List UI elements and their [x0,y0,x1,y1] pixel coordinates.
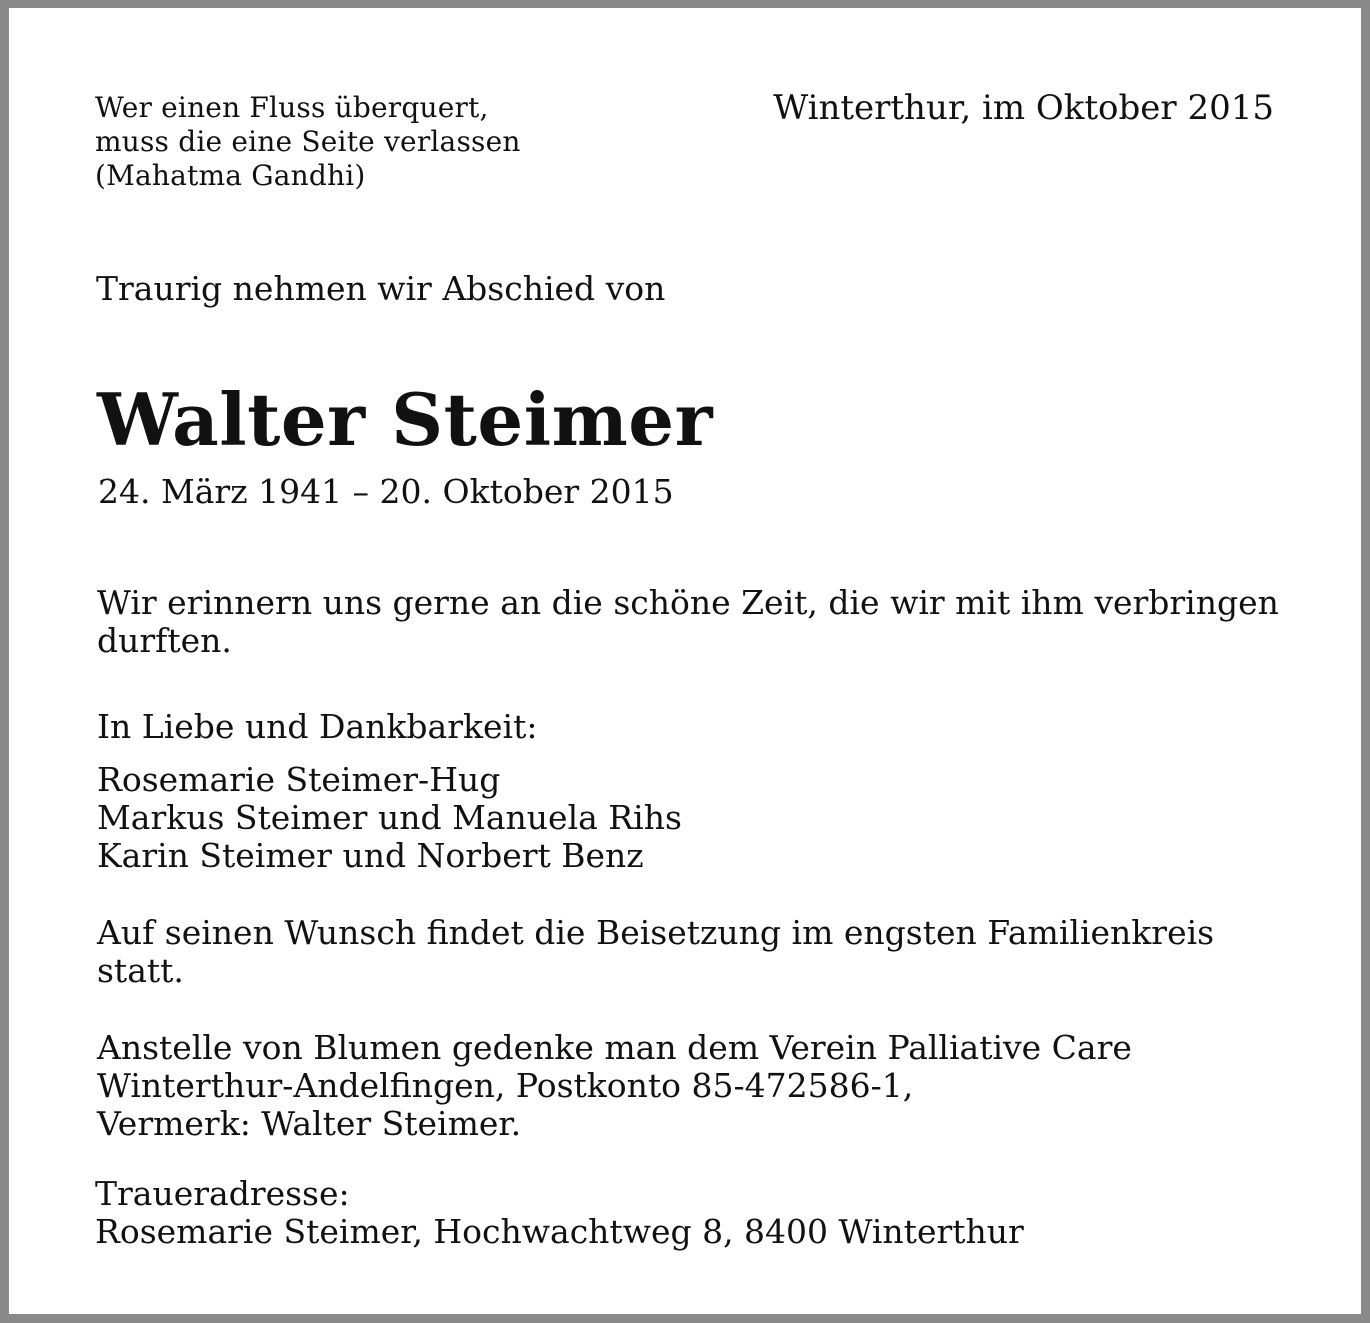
family-list [97,761,682,875]
life-dates: 24. März 1941 – 20. Oktober 2015 [98,472,674,511]
family-member: Karin Steimer und Norbert Benz [97,836,644,875]
deceased-name: Walter Steimer [97,377,714,462]
memory-line: durften. [97,621,232,660]
address-label: Traueradresse: [95,1174,350,1213]
donation-line: Vermerk: Walter Steimer. [97,1104,522,1143]
burial-notice [97,914,1214,990]
obituary-page [9,8,1361,1314]
memory-text [97,584,1279,660]
quote [95,91,521,193]
mourning-address [95,1175,1024,1251]
donation-line: Anstelle von Blumen gedenke man dem Verein Palliative Care [97,1028,1132,1067]
burial-line: Auf seinen Wunsch findet die Beisetzung im engsten Familienkreis [97,913,1215,952]
address-value: Rosemarie Steimer, Hochwachtweg 8, 8400 Winterthur [95,1212,1024,1251]
quote-line: Wer einen Fluss überquert, [95,91,489,124]
family-member: Markus Steimer und Manuela Rihs [97,798,682,837]
thanks-heading: In Liebe und Dankbarkeit: [97,707,538,746]
memory-line: Wir erinnern uns gerne an die schöne Zeit, die wir mit ihm verbringen [97,583,1279,622]
quote-line: muss die eine Seite verlassen [95,125,521,158]
intro-text: Traurig nehmen wir Abschied von [96,269,666,308]
burial-line: statt. [97,951,184,990]
family-member: Rosemarie Steimer-Hug [97,760,501,799]
donation-line: Winterthur-Andelfingen, Postkonto 85-472586-1, [97,1066,914,1105]
quote-author: (Mahatma Gandhi) [95,159,366,192]
donation-notice [97,1029,1132,1143]
place-date: Winterthur, im Oktober 2015 [773,88,1274,128]
